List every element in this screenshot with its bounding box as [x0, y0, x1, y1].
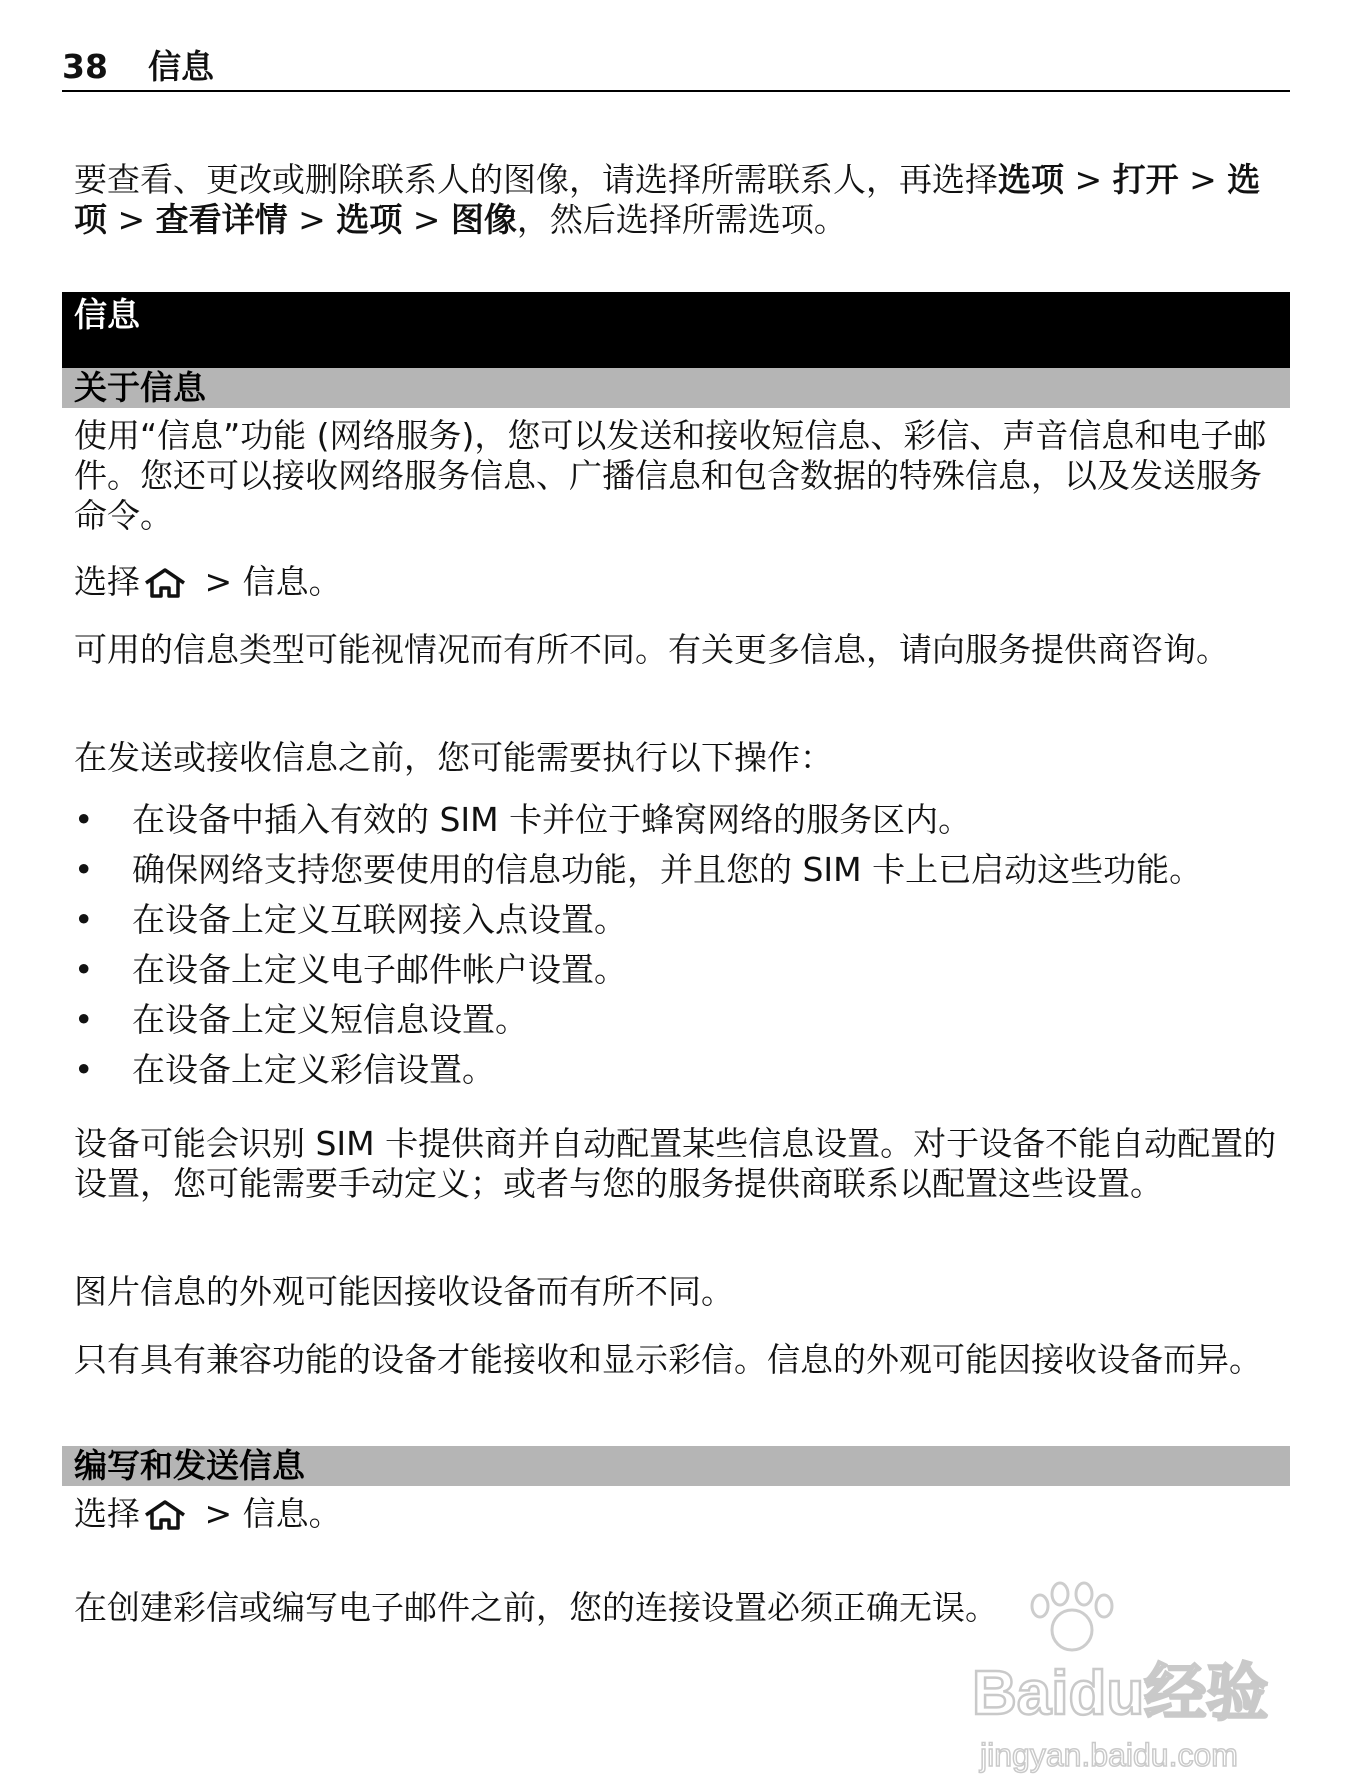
select-target: > 信息。 — [194, 1494, 342, 1533]
requirements-list — [74, 800, 1290, 1100]
bullet-marker: • — [74, 1050, 94, 1089]
path-separator: > — [1178, 160, 1228, 199]
header-section-title: 信息 — [147, 47, 214, 86]
list-item-text: 在设备上定义电子邮件帐户设置。 — [132, 950, 627, 989]
menu-path-options: 选项 — [74, 160, 1261, 239]
path-separator: > — [287, 200, 337, 239]
bullet-marker: • — [74, 850, 94, 889]
list-item-text: 在设备中插入有效的 SIM 卡并位于蜂窝网络的服务区内。 — [132, 800, 972, 839]
path-separator: > — [402, 200, 451, 239]
list-item-text: 在设备上定义彩信设置。 — [132, 1050, 495, 1089]
about-paragraph-2: 可用的信息类型可能视情况而有所不同。有关更多信息，请向服务提供商咨询。 — [74, 630, 1229, 669]
about-paragraph-6: 只有具有兼容功能的设备才能接收和显示彩信。信息的外观可能因接收设备而异。 — [74, 1340, 1262, 1379]
paw-icon — [1032, 1583, 1112, 1650]
list-item-text: 在设备上定义互联网接入点设置。 — [132, 900, 627, 939]
section-title-messaging: 信息 — [62, 292, 1290, 368]
home-icon — [142, 567, 188, 599]
path-separator: > — [1064, 160, 1113, 199]
watermark-brand: Baidu经验 — [972, 1659, 1269, 1728]
baidu-watermark — [960, 1580, 1280, 1780]
subsection-title-about: 关于信息 — [62, 368, 1290, 408]
subsection-title-compose: 编写和发送信息 — [62, 1446, 1290, 1486]
about-paragraph-3: 在发送或接收信息之前，您可能需要执行以下操作： — [74, 738, 833, 777]
intro-paragraph — [74, 160, 1284, 240]
select-instruction-1 — [74, 562, 1284, 602]
menu-path-open: 打开 — [1112, 160, 1179, 199]
menu-path-options: 选项 — [998, 160, 1064, 199]
list-item — [74, 1050, 1290, 1090]
list-item — [74, 800, 1290, 840]
home-icon — [142, 1499, 188, 1531]
list-item-text: 确保网络支持您要使用的信息功能，并且您的 SIM 卡上已启动这些功能。 — [132, 850, 1203, 889]
select-label: 选择 — [74, 1494, 140, 1533]
list-item — [74, 850, 1290, 890]
page-number: 38 — [62, 47, 108, 86]
about-paragraph-4: 设备可能会识别 SIM 卡提供商并自动配置某些信息设置。对于设备不能自动配置的设置，您可能需要手动定义；或者与您的服务提供商联系以配置这些设置。 — [74, 1124, 1277, 1203]
list-item — [74, 950, 1290, 990]
bullet-marker: • — [74, 950, 94, 989]
compose-paragraph-1: 在创建彩信或编写电子邮件之前，您的连接设置必须正确无误。 — [74, 1588, 998, 1627]
about-paragraph-1: 使用“信息”功能 (网络服务)，您可以发送和接收短信息、彩信、声音信息和电子邮件。您还可以接收网络服务信息、广播信息和包含数据的特殊信息，以及发送服务命令。 — [74, 416, 1267, 535]
list-item — [74, 900, 1290, 940]
select-instruction-2 — [74, 1494, 1284, 1534]
select-target: > 信息。 — [194, 562, 342, 601]
list-item — [74, 1000, 1290, 1040]
bullet-marker: • — [74, 900, 94, 939]
path-separator: > — [107, 200, 156, 239]
about-paragraph-5: 图片信息的外观可能因接收设备而有所不同。 — [74, 1272, 734, 1311]
menu-path-image: 图像 — [450, 200, 517, 239]
menu-path-options: 选项 — [336, 200, 403, 239]
watermark-url: jingyan.baidu.com — [980, 1737, 1238, 1773]
bullet-marker: • — [74, 800, 94, 839]
intro-suffix: ，然后选择所需选项。 — [516, 200, 847, 239]
page-header — [62, 44, 1290, 92]
list-item-text: 在设备上定义短信息设置。 — [132, 1000, 528, 1039]
menu-path-view-details: 查看详情 — [155, 200, 288, 239]
intro-text: 要查看、更改或删除联系人的图像，请选择所需联系人，再选择 — [74, 160, 998, 199]
bullet-marker: • — [74, 1000, 94, 1039]
select-label: 选择 — [74, 562, 140, 601]
